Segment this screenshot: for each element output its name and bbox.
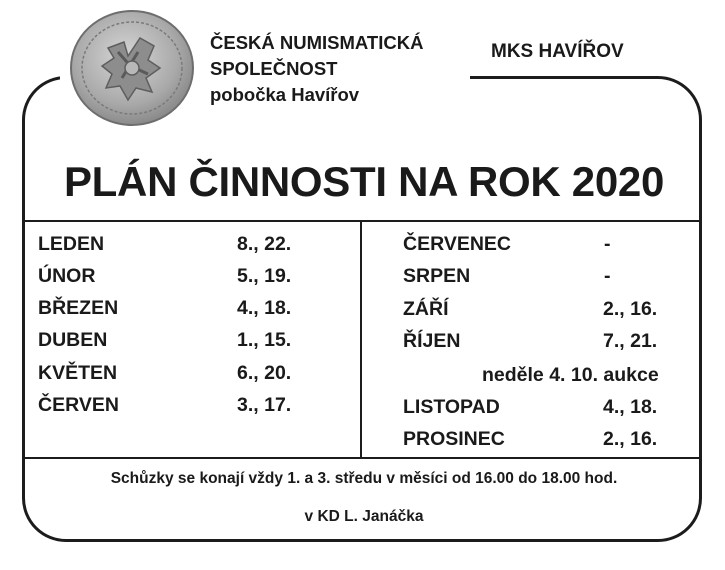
column-divider (360, 221, 362, 458)
dates-left: 1., 15. (237, 329, 292, 351)
dates-right: 7., 21. (603, 330, 658, 352)
page-title: PLÁN ČINNOSTI NA ROK 2020 (63, 158, 665, 205)
dates-left: 4., 18. (237, 297, 292, 319)
divider-under-title (25, 220, 699, 222)
month-right: SRPEN (403, 265, 471, 287)
month-left: ÚNOR (38, 265, 96, 287)
society-line-1: ČESKÁ NUMISMATICKÁ (210, 32, 424, 53)
society-line-2: SPOLEČNOST (210, 58, 338, 79)
dates-left: 6., 20. (237, 362, 292, 384)
divider-above-footer (25, 457, 699, 459)
meeting-info: Schůzky se konají vždy 1. a 3. středu v měsíci od 16.00 do 18.00 hod. (110, 470, 618, 487)
month-left: LEDEN (38, 233, 105, 255)
month-right: LISTOPAD (403, 396, 500, 418)
month-left: ČERVEN (38, 394, 119, 416)
month-right: ŘÍJEN (403, 330, 461, 352)
dates-left: 5., 19. (237, 265, 292, 287)
dates-right: - (604, 233, 611, 255)
dates-right: 2., 16. (603, 298, 658, 320)
society-name (210, 30, 423, 108)
month-right: PROSINEC (403, 428, 505, 450)
mks-label: MKS HAVÍŘOV (491, 41, 624, 62)
dates-right: 2., 16. (603, 428, 658, 450)
dates-right: 4., 18. (603, 396, 658, 418)
month-left: DUBEN (38, 329, 108, 351)
society-line-3: pobočka Havířov (210, 84, 360, 105)
coin-emblem-icon (68, 8, 196, 128)
dates-left: 8., 22. (237, 233, 292, 255)
auction-note: neděle 4. 10. aukce (482, 364, 659, 386)
month-left: KVĚTEN (38, 362, 118, 384)
month-left: BŘEZEN (38, 297, 119, 319)
meeting-venue: v KD L. Janáčka (304, 508, 424, 525)
dates-left: 3., 17. (237, 394, 292, 416)
dates-right: - (604, 265, 611, 287)
month-right: ZÁŘÍ (403, 298, 449, 320)
month-right: ČERVENEC (403, 233, 512, 255)
